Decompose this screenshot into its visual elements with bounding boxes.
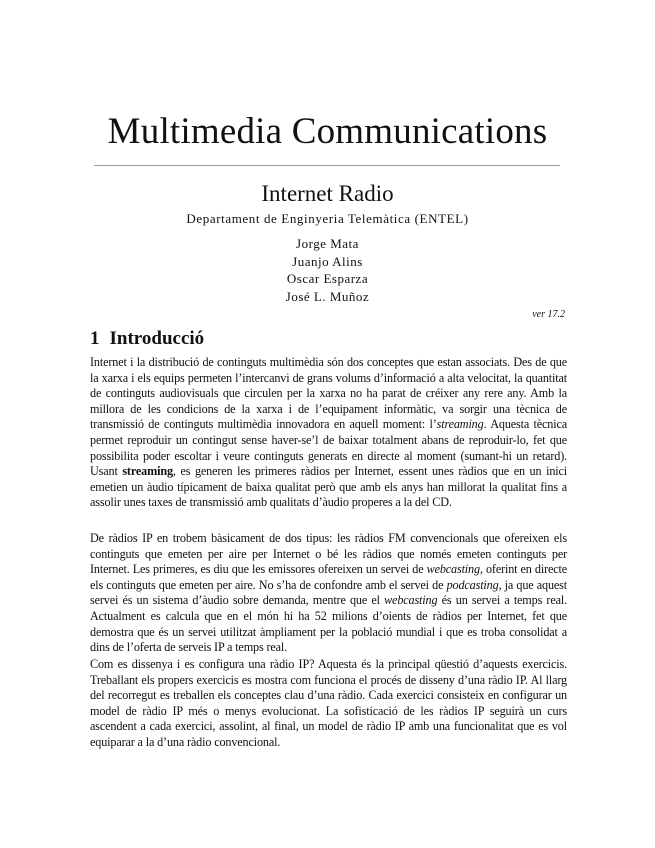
bold-term: streaming: [122, 464, 173, 479]
intro-paragraph-2: [90, 531, 567, 656]
department-name: Departament de Enginyeria Telemàtica (ENTEL): [186, 211, 469, 226]
italic-term: streaming: [436, 417, 484, 432]
intro-paragraph-3: [90, 657, 567, 751]
text-run: Com es dissenya i es configura una ràdio IP? Aquesta és la principal qüestió d’aquests exercicis. Treballant els propers exercicis es mostra com funciona el procés de disseny d’una ràdio IP. Al llarg del recorregut es treballen els conceptes clau d’una ràdio. Cada exercici consisteix en configurar un model de ràdio IP més o menys evolucionat. La sofisticació de les ràdios IP seguirà un curs ascendent a cada exercici, assolint, al final, un model de ràdio IP amb una funcionalitat que es vol equiparar a la d’una ràdio convencional.: [90, 657, 567, 749]
title-divider: [94, 165, 560, 166]
intro-paragraph-1: [90, 355, 567, 511]
text-run: Internet i la distribució de continguts multimèdia són dos conceptes que estan associats. Des de que la xarxa i els equips permeten l’intercanvi de grans volums d’informació a alta velocitat, la quantitat de continguts audiovisuals que circulen per la xarxa no ha parat de créixer any rere any. Amb la millora de les condicions de la xarxa i de l’equipament informàtic, va sorgir una tècnica de transmissió de continguts multimèdia innovadora en aquell moment: l’: [90, 355, 567, 432]
italic-term: podcasting: [446, 577, 499, 592]
author-name: Jorge Mata: [296, 236, 359, 251]
section-heading: [90, 327, 204, 351]
author-name: Oscar Esparza: [286, 271, 369, 286]
document-subtitle: Internet Radio: [261, 181, 394, 206]
author-name: José L. Muñoz: [285, 288, 370, 304]
text-run: és un servei a temps real. Actualment es calcula que en el món hi ha 52 milions d’oients de ràdios per Internet, fet que demostra que és un servei utilitzat àmpliament per la població mundial i que es troba consolidat a dins de l’oferta de serveis IP a temps real.: [90, 593, 567, 655]
section-number: 1: [90, 328, 100, 349]
text-run: , oferint en directe els continguts que emeten per aire. No s’ha de confondre amb el servei de: [90, 562, 567, 592]
author-name: Juanjo Alins: [292, 253, 363, 269]
author-list: [0, 235, 655, 305]
version-label: ver 17.2: [532, 309, 565, 320]
italic-term: webcasting: [426, 562, 480, 577]
text-run: De ràdios IP en trobem bàsicament de dos tipus: les ràdios FM convencionals que ofereixen els continguts que emeten per aire per Internet o bé les ràdios que només emeten continguts per Internet. Les primeres, es diu que les emissores ofereixen un servei de: [90, 531, 567, 577]
section-title: Introducció: [109, 328, 205, 349]
text-run: , ja que aquest servei és un sistema d’àudio sobre demanda, mentre que el: [90, 577, 567, 608]
text-run: , es generen les primeres ràdios per Internet, essent unes ràdios que en un inici emetien un àudio típicament de baixa qualitat però que amb els anys han millorat la qualitat fins a assolir unes taxes de transmissió amb qualitats d’àudio properes a la del CD.: [90, 464, 567, 510]
document-title: Multimedia Communications: [107, 111, 548, 152]
italic-term: webcasting: [384, 593, 438, 608]
text-run: . Aquesta tècnica permet reproduir un contingut sense haver-se’l de baixar totalment abans de reproduir-lo, fet que possibilita poder escoltar i veure continguts generats en directe al moment (sumant-hi un retard). Usant: [90, 417, 567, 479]
